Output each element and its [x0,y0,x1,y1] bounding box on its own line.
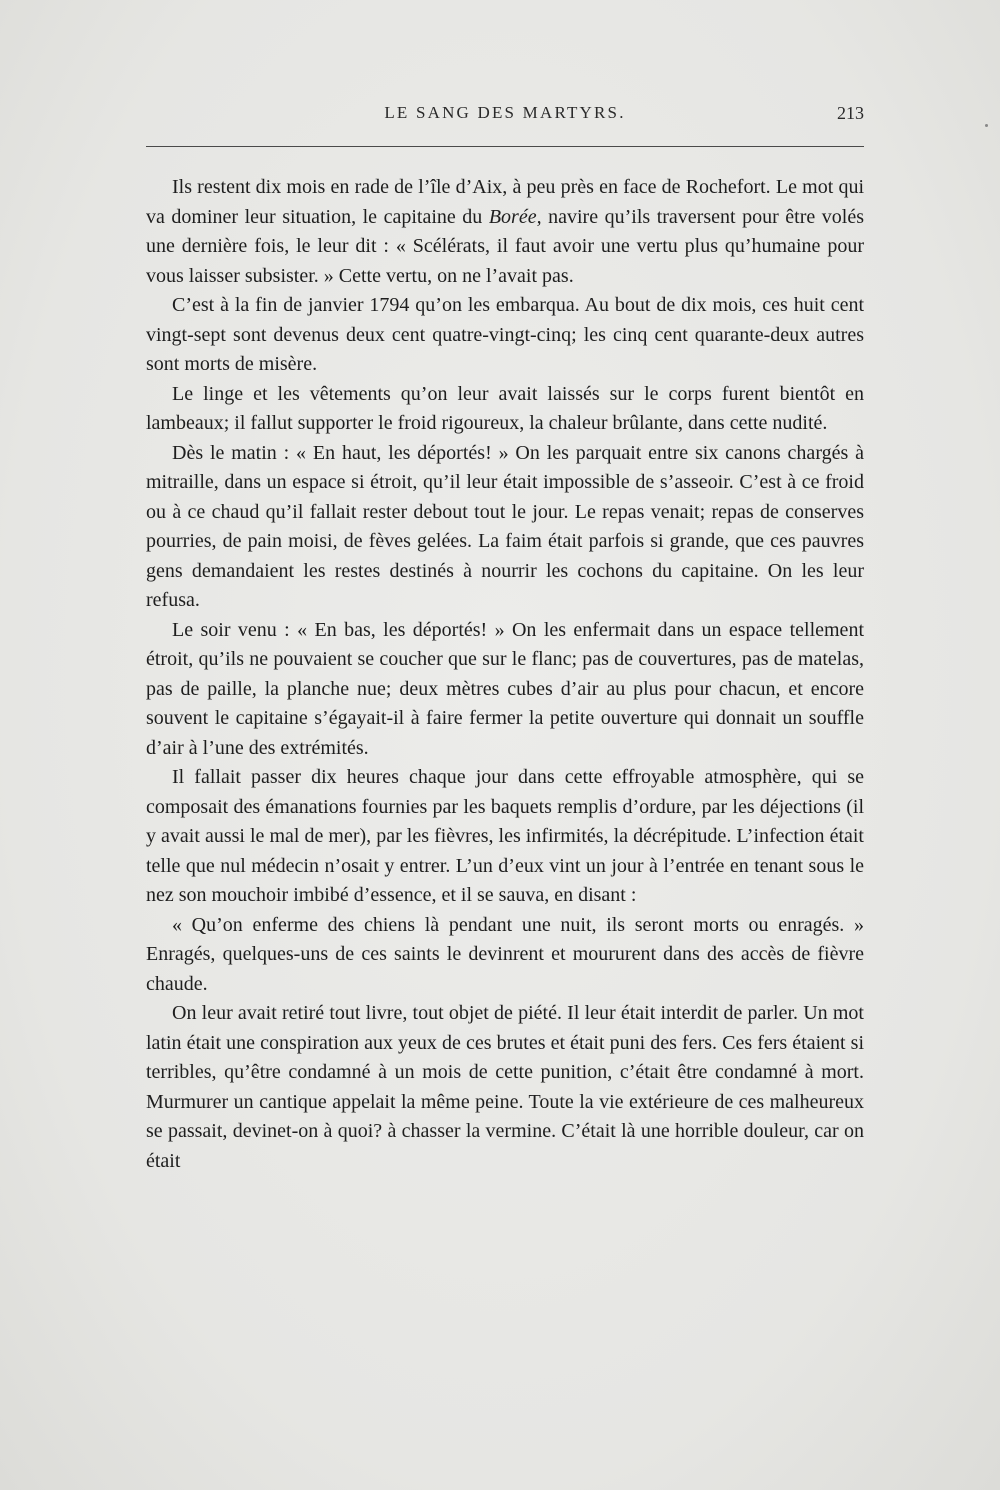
paper-speck [985,124,988,127]
paragraph: Il fallait passer dix heures chaque jour dans cette effroyable atmosphère, qui se composait des émanations fournies par les baquets remplis d’ordure, par les déjections (il y avait aussi le mal de mer), par les fièvres, les infirmités, la décrépitude. L’infection était telle que nul médecin n’osait y entrer. L’un d’eux vint un jour à l’entrée en tenant sous le nez son mouchoir imbibé d’essence, et il se sauva, en disant : [146,766,864,906]
paragraph [146,173,864,291]
ship-name: Borée, [488,205,542,228]
running-title: LE SANG DES MARTYRS. [384,103,626,122]
paragraph: Le soir venu : « En bas, les déportés! » On les enfermait dans un espace tellement étroit, qu’ils ne pouvaient se coucher que sur le flanc; pas de couvertures, pas de matelas, pas de paille, la planche nue; deux mètres cubes d’air au plus pour chacun, et encore souvent le capitaine s’égayait-il à faire fermer la petite ouverture qui donnait un souffle d’air à l’une des extrémités. [146,618,864,759]
body-text [146,173,864,1176]
running-head [146,103,864,131]
paragraph: Le linge et les vêtements qu’on leur avait laissés sur le corps furent bientôt en lambeaux; il fallut supporter le froid rigoureux, la chaleur brûlante, dans cette nudité. [146,382,864,434]
paragraph: C’est à la fin de janvier 1794 qu’on les embarqua. Au bout de dix mois, ces huit cent vingt-sept sont devenus deux cent quatre-vingt-cinq; les cinq cent quarante-deux autres sont morts de misère. [146,294,864,375]
paragraph-text: navire qu’ils traversent pour être volés une dernière fois, le leur dit : « Scélérats, il faut avoir une vertu plus qu’humaine pour vous laisser subsister. » Cette vertu, on ne l’avait pas. [146,205,864,287]
paragraph-text: Ils restent dix mois en rade de l’île d’Aix, à peu près en face de Rochefort. Le mot qui va dominer leur situation, le capitaine du [146,176,864,228]
paragraph: On leur avait retiré tout livre, tout objet de piété. Il leur était interdit de parler. Un mot latin était une conspiration aux yeux de ces brutes et était puni des fers. Ces fers étaient si terribles, qu’être condamné à un mois de cette punition, c’était être condamné à mort. Murmurer un cantique appelait la même peine. Toute la vie extérieure de ces malheureux se passait, devinet-on à quoi? à chasser la vermine. C’était là une horrible douleur, car on était [146,1002,864,1172]
paragraph: Dès le matin : « En haut, les déportés! » On les parquait entre six canons chargés à mitraille, dans un espace si étroit, qu’il leur était impossible de s’asseoir. C’est à ce froid ou à ce chaud qu’il fallait rester debout tout le jour. Le repas venait; repas de conserves pourries, de pain moisi, de fèves gelées. La faim était parfois si grande, que ces pauvres gens demandaient les restes destinés à nourrir les cochons du capitaine. On les leur refusa. [146,441,864,611]
header-rule [146,146,864,147]
paragraph: « Qu’on enferme des chiens là pendant une nuit, ils seront morts ou enragés. » Enragés, quelques-uns de ces saints le devinrent et moururent dans des accès de fièvre chaude. [146,913,864,995]
page-number: 213 [837,103,864,123]
